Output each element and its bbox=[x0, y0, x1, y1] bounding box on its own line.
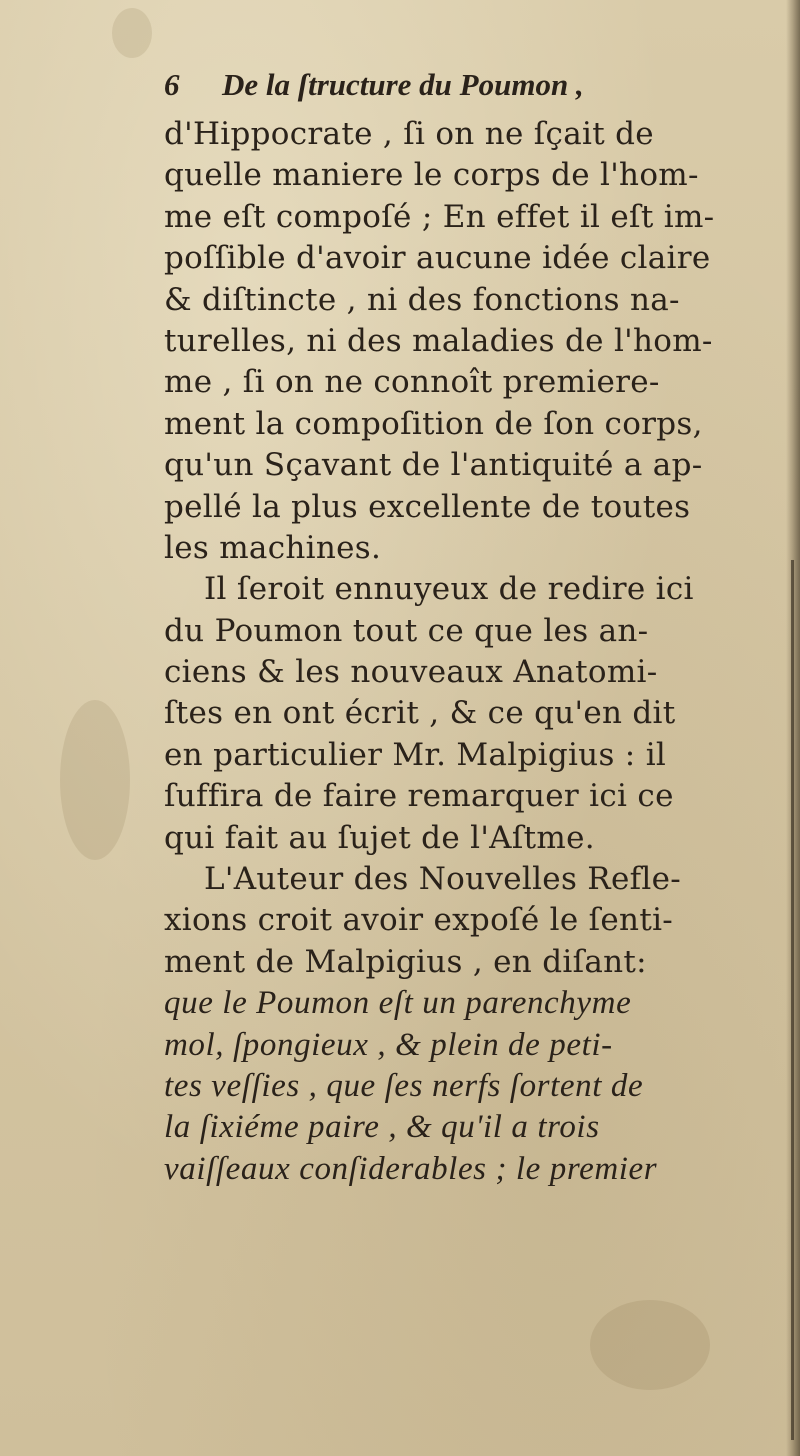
running-head bbox=[164, 56, 764, 114]
paper-stain bbox=[60, 700, 130, 860]
paragraph-first-line: Il ſeroit ennuyeux de redire ici bbox=[204, 571, 694, 608]
page-number: 6 bbox=[164, 67, 180, 102]
text-line: ſtes en ont écrit , & ce qu'en dit bbox=[164, 695, 676, 732]
text-line: ment de Malpigius , en diſant: bbox=[164, 943, 647, 980]
paragraph-first-line: L'Auteur des Nouvelles Refle- bbox=[204, 861, 681, 898]
text-line: ſuffira de faire remarquer ici ce bbox=[164, 778, 674, 815]
text-line: qu'un Sçavant de l'antiquité a ap- bbox=[164, 447, 703, 484]
italic-text-line: la ſixiéme paire , & qu'il a trois bbox=[164, 1109, 600, 1146]
paper-stain bbox=[590, 1300, 710, 1390]
text-line: turelles, ni des maladies de l'hom- bbox=[164, 322, 713, 359]
italic-text-line: que le Poumon eſt un parenchyme bbox=[164, 985, 632, 1022]
page-text bbox=[164, 56, 764, 1190]
text-line: xions croit avoir expoſé le ſenti- bbox=[164, 902, 674, 939]
text-line: du Poumon tout ce que les an- bbox=[164, 612, 649, 649]
running-title: De la ſtructure du Poumon , bbox=[222, 67, 584, 102]
text-line: quelle maniere le corps de l'hom- bbox=[164, 157, 699, 194]
text-line: me eſt compoſé ; En effet il eſt im- bbox=[164, 198, 715, 235]
italic-text-line: vaiſſeaux conſiderables ; le premier bbox=[164, 1150, 658, 1187]
italic-text-line: mol, ſpongieux , & plein de peti- bbox=[164, 1026, 613, 1063]
italic-text-line: tes veſſies , que ſes nerfs ſortent de bbox=[164, 1067, 644, 1104]
text-line: en particulier Mr. Malpigius : il bbox=[164, 736, 667, 773]
text-line: pellé la plus excellente de toutes bbox=[164, 488, 691, 525]
text-line: les machines. bbox=[164, 529, 382, 566]
text-line: qui fait au ſujet de l'Aſtme. bbox=[164, 819, 595, 856]
text-line: poſſible d'avoir aucune idée claire bbox=[164, 240, 711, 277]
text-line: & diſtincte , ni des fonctions na- bbox=[164, 281, 680, 318]
text-line: d'Hippocrate , ſi on ne ſçait de bbox=[164, 116, 654, 152]
text-line: ment la compoſition de ſon corps, bbox=[164, 405, 703, 442]
paper-stain bbox=[112, 8, 152, 58]
text-line: me , ſi on ne connoît premiere- bbox=[164, 364, 660, 401]
text-line: ciens & les nouveaux Anatomi- bbox=[164, 654, 658, 691]
binding-edge bbox=[791, 560, 794, 1440]
